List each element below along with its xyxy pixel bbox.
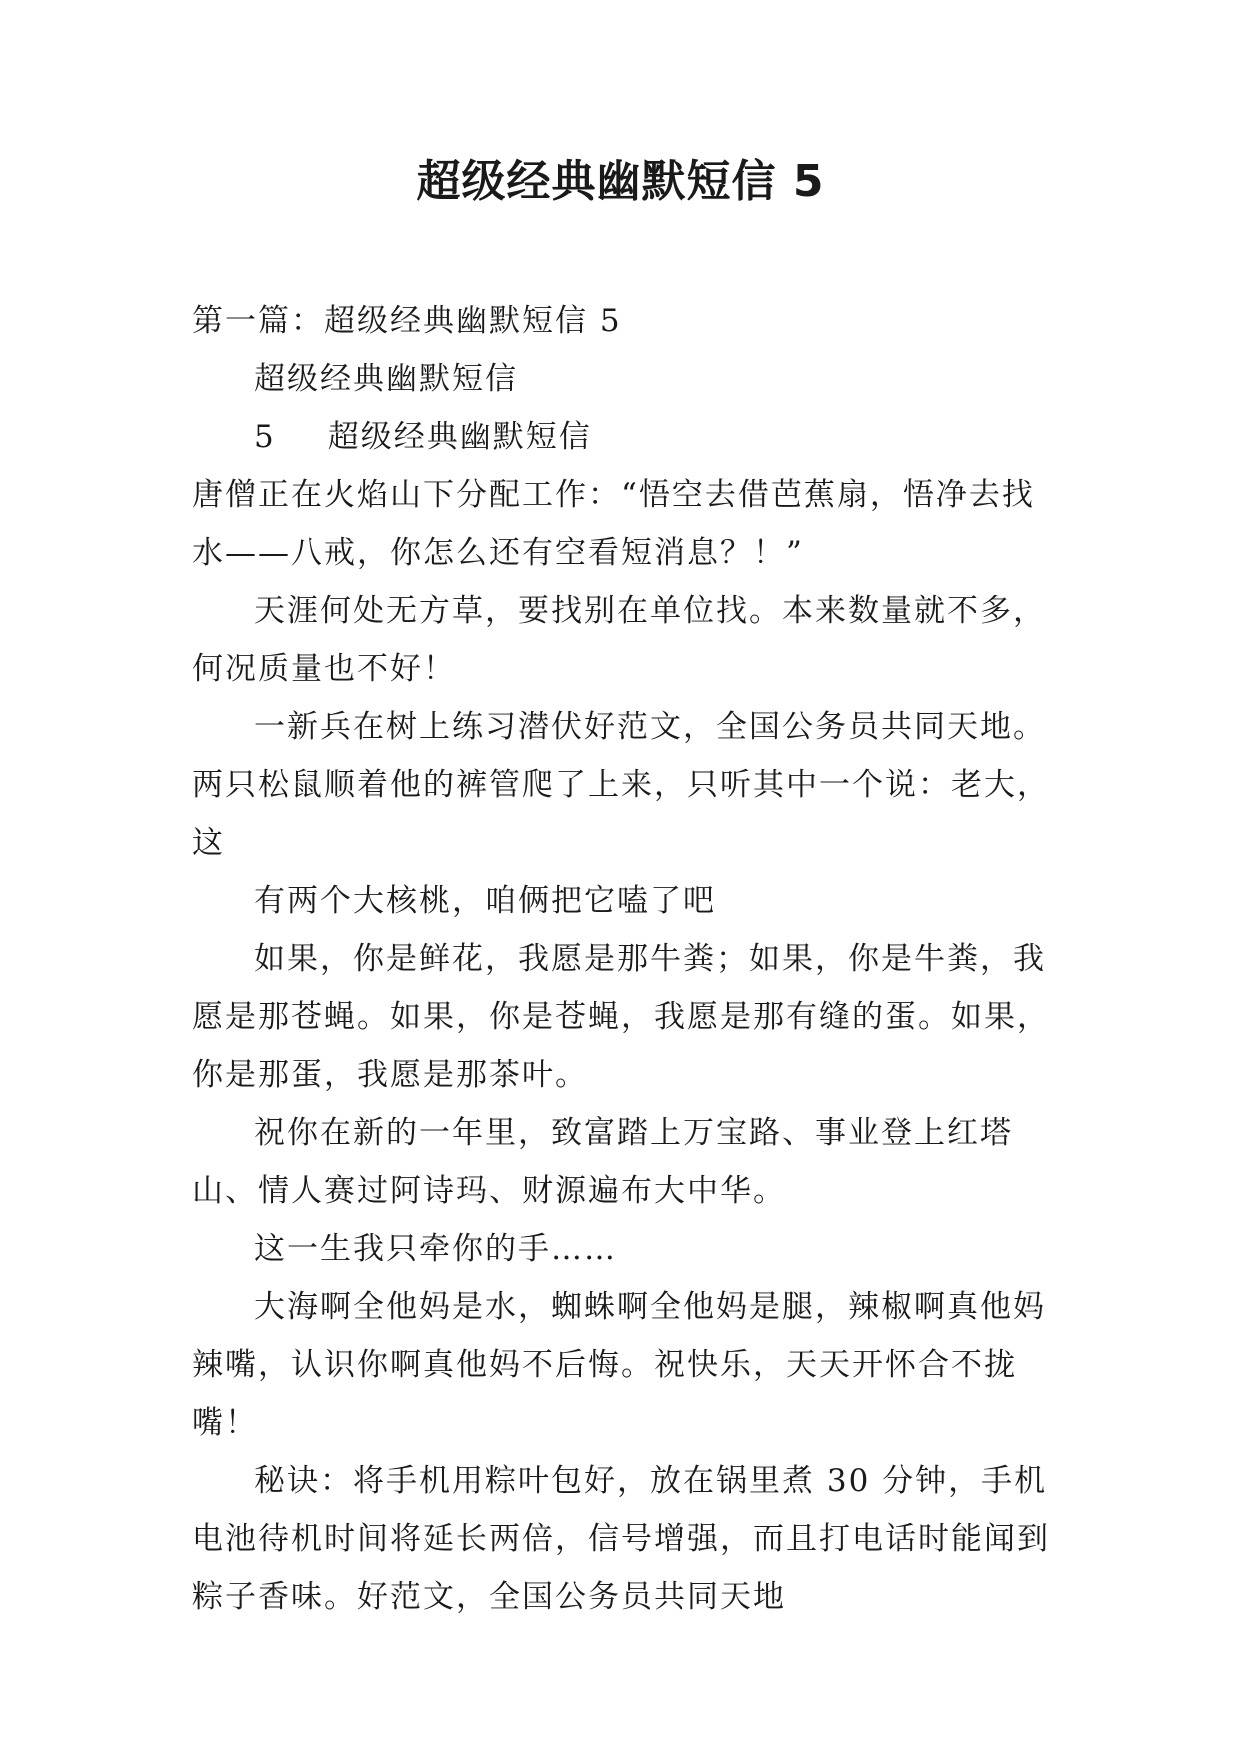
paragraph-soldier: 一新兵在树上练习潜伏好范文，全国公务员共同天地。两只松鼠顺着他的裤管爬了上来，只听其中一个说：老大，这: [192, 709, 1050, 861]
paragraph-sea: 大海啊全他妈是水，蜘蛛啊全他妈是腿，辣椒啊真他妈辣嘴，认识你啊真他妈不后悔。祝快乐，天天开怀合不拢嘴！: [192, 1289, 1046, 1441]
paragraph-walnuts: 有两个大核桃，咱俩把它嗑了吧: [254, 883, 716, 919]
paragraph-tang-monk: 唐僧正在火焰山下分配工作：“悟空去借芭蕉扇，悟净去找水——八戒，你怎么还有空看短消息？！”: [192, 477, 1035, 571]
document-body: [192, 292, 1062, 1626]
paragraph-new-year: 祝你在新的一年里，致富踏上万宝路、事业登上红塔山、情人赛过阿诗玛、财源遍布大中华。: [192, 1115, 1013, 1209]
paragraph-secret: 秘诀：将手机用粽叶包好，放在锅里煮 30 分钟，手机电池待机时间将延长两倍，信号增强，而且打电话时能闻到粽子香味。好范文，全国公务员共同天地: [192, 1463, 1050, 1615]
paragraph-subtitle: 超级经典幽默短信: [254, 361, 518, 397]
paragraph-subtitle-numbered: [192, 408, 1062, 466]
subtitle-number: 5: [254, 419, 276, 455]
subtitle-text: 超级经典幽默短信: [327, 419, 592, 455]
paragraph-hand: 这一生我只牵你的手……: [254, 1231, 617, 1267]
paragraph-grass: 天涯何处无方草，要找别在单位找。本来数量就不多，何况质量也不好！: [192, 593, 1046, 687]
document-title: 超级经典幽默短信 5: [416, 156, 825, 207]
paragraph-chapter-heading: 第一篇：超级经典幽默短信 5: [192, 303, 622, 339]
paragraph-flower: 如果，你是鲜花，我愿是那牛粪；如果，你是牛粪，我愿是那苍蝇。如果，你是苍蝇，我愿是那有缝的蛋。如果，你是那蛋，我愿是那茶叶。: [192, 941, 1050, 1093]
